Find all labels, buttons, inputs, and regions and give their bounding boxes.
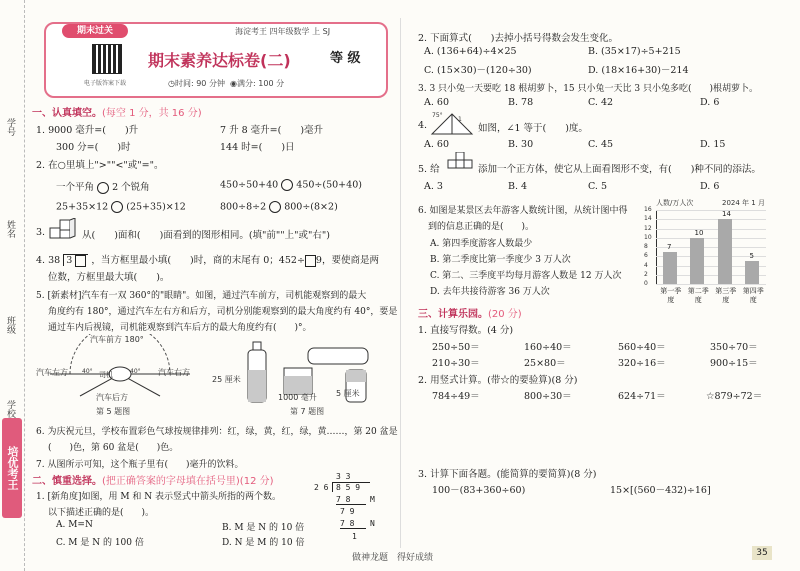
chart-gridline: [656, 284, 766, 285]
s3-option-a[interactable]: A. 60: [424, 97, 449, 108]
s6-option-b[interactable]: B. 第二季度比第一季度少 3 万人次: [430, 255, 571, 265]
c1-item: 25×80＝: [524, 358, 566, 369]
answer-circle[interactable]: [281, 179, 293, 191]
q2-r1b: 2 个锐角: [112, 182, 150, 193]
c1-item: 320÷16＝: [618, 358, 666, 369]
q2-r1a: 一个平角: [56, 182, 95, 193]
q3-text: 从( )面和( )面看到的图形相同。(填"前""上"或"右"): [82, 230, 330, 241]
chart-y-tick: 16: [644, 206, 652, 213]
section-3-title: 三、计算乐园。: [418, 309, 488, 320]
q2-row2-right: [220, 201, 338, 213]
strip-label-school: 学校: [5, 400, 15, 418]
chart-y-tick: 14: [644, 215, 652, 223]
strip-label-name: 姓名: [5, 220, 15, 238]
s2-option-c[interactable]: C. (15×30)－(120÷30): [424, 65, 532, 76]
fig5-deg-left: 40°: [82, 368, 93, 375]
s5-cubes-icon: [446, 152, 476, 174]
fig5-deg-right: 40°: [130, 368, 141, 375]
chart-category-label: 第四季度: [742, 287, 764, 304]
q2-r2a: 25+35×12: [56, 201, 109, 213]
s3-option-d[interactable]: D. 6: [700, 97, 720, 108]
chart-value-label: 10: [694, 228, 704, 237]
chart-category-label: 第一季度: [660, 287, 682, 304]
chart-gridline: [656, 238, 766, 239]
c1-item: 160÷40＝: [524, 342, 572, 353]
s3-option-b[interactable]: B. 78: [508, 97, 534, 108]
div-quotient: 3 3: [336, 472, 351, 481]
s5-option-a[interactable]: A. 3: [424, 181, 443, 192]
s1-option-c[interactable]: C. M 是 N 的 100 倍: [56, 538, 144, 548]
q4-line2: 位数，方框里最大填( )。: [48, 272, 170, 283]
chart-gridline: [656, 219, 766, 220]
strip-label-id: 学号: [5, 118, 15, 136]
q3-num: 3.: [36, 227, 46, 238]
clock-icon: ◷: [168, 79, 175, 88]
chart-y-tick: 8: [644, 243, 648, 250]
c1-stem: 1. 直接写得数。(4 分): [418, 325, 514, 336]
s4-deg: 75°: [432, 112, 443, 119]
page-title: 期末素养达标卷(二): [148, 51, 291, 70]
cube-stack-icon: [48, 218, 80, 242]
qr-caption: 电子版答案下载: [84, 80, 127, 87]
c1-item: 900÷15＝: [710, 358, 758, 369]
chart-y-tick: 6: [644, 252, 648, 260]
s6-option-d[interactable]: D. 去年共接待游客 36 万人次: [430, 287, 550, 297]
s6-option-a[interactable]: A. 第四季度游客人数最少: [430, 239, 533, 249]
s2-option-a[interactable]: A. (136+64)÷4×25: [424, 46, 517, 57]
q4-division: [63, 254, 88, 266]
c2-item: 624÷71＝: [618, 391, 666, 402]
q2-r1c: 450÷50+40: [220, 179, 279, 191]
section-3-heading: [418, 305, 522, 320]
brand-logo: 培优考王: [2, 418, 22, 518]
chart-ylabel: 人数/万人次: [656, 199, 694, 207]
chart-gridline: [656, 247, 766, 248]
div-r2: 7 9: [340, 507, 355, 516]
s1-option-d[interactable]: D. N 是 M 的 10 倍: [222, 538, 305, 548]
div-r1: 7 8: [336, 495, 366, 505]
fig5-driver: 司机: [99, 371, 113, 379]
c3-stem: 3. 计算下面各题。(能简算的要简算)(8 分): [418, 469, 597, 480]
score-icon: ◉: [230, 79, 238, 88]
fig7-height-1: 25 厘米: [212, 375, 241, 384]
margin-strip: [0, 0, 25, 571]
fig5-right: 汽车右方: [158, 368, 190, 377]
chart-bar: [745, 261, 759, 284]
s2-option-b[interactable]: B. (35×17)÷5+215: [588, 46, 681, 57]
chart-value-label: 14: [722, 210, 731, 219]
long-division-figure: [314, 472, 378, 544]
q7-line: 7. 从图所示可知，这个瓶子里有( )毫升的饮料。: [36, 460, 244, 470]
s6-line1: 6. 如图是某景区去年游客人数统计图，从统计图中得: [418, 206, 628, 216]
q4-a: 4. 38: [36, 255, 61, 266]
s1-option-a[interactable]: A. M=N: [56, 520, 93, 530]
chart-y-tick: 2: [644, 270, 648, 278]
div-dividend: 8 5 9: [332, 482, 370, 492]
s4-stem: 如图，∠1 等于( )度。: [478, 123, 588, 134]
s4-option-d[interactable]: D. 15: [700, 139, 726, 150]
q2-r1d: 450÷(50+40): [296, 179, 362, 191]
visitor-bar-chart: [642, 198, 772, 304]
s6-line2: 到的信息正确的是( )。: [428, 222, 535, 232]
chart-gridline: [656, 229, 766, 230]
q2-row1-left: [56, 179, 150, 194]
s2-option-d[interactable]: D. (18×16+30)－214: [588, 65, 689, 76]
q1b: 7 升 8 毫升=( )毫升: [220, 125, 324, 136]
c2-item: 800÷30＝: [524, 391, 572, 402]
c2-item: 784÷49＝: [432, 391, 480, 402]
exam-info: [168, 78, 284, 89]
q6-line2: ( )色，第 60 盆是( )色。: [48, 443, 179, 453]
chart-bar: [690, 238, 704, 284]
q5-line2: 角度约有 180°，通过汽车左右方和后方，司机分别能观察到的最大角度约有 40°，要是: [48, 307, 398, 317]
s5-stem: 添加一个正方体，使它从上面看图形不变，有( )种不同的添法。: [478, 164, 761, 175]
s3-option-c[interactable]: C. 42: [588, 97, 614, 108]
c3-item: 15×[(560－432)÷16]: [610, 485, 711, 496]
chart-category-label: 第三季度: [715, 287, 737, 304]
s2-stem: 2. 下面算式( )去掉小括号得数会发生变化。: [418, 33, 618, 44]
s4-option-c[interactable]: C. 45: [588, 139, 614, 150]
q6-line1: 6. 为庆祝元旦，学校布置彩色气球按规律排列：红，绿，黄，红，绿，黄……，第 20 盆是: [36, 427, 398, 437]
s4-angle-label: 1: [458, 116, 462, 123]
c1-item: 210÷30＝: [432, 358, 480, 369]
chart-category-label: 第二季度: [687, 287, 709, 304]
chart-title: 2024 年 1 月: [722, 199, 765, 207]
section-2-title: 二、慎重选择。: [32, 476, 102, 487]
s5-num: 5. 给: [418, 164, 440, 175]
s4-num: 4.: [418, 120, 428, 131]
q2-row1-right: [220, 179, 362, 191]
q5-line1: 5. [新素材]汽车有一双 360°的"眼睛"。如图，通过汽车前方，司机能观察到的最大: [36, 291, 367, 301]
s6-option-c[interactable]: C. 第二、三季度平均每月游客人数是 12 万人次: [430, 271, 622, 281]
c1-item: 350÷70＝: [710, 342, 758, 353]
chart-y-tick: 12: [644, 224, 652, 232]
s1-option-b[interactable]: B. M 是 N 的 10 倍: [222, 523, 305, 533]
q2-row2-left: [56, 201, 186, 213]
q1a: 1. 9000 毫升=( )升: [36, 125, 139, 136]
c1-item: 250÷50＝: [432, 342, 480, 353]
chart-y-tick: 4: [644, 261, 648, 269]
chart-value-label: 7: [667, 242, 672, 251]
c3-item: 100－(83+360÷60): [432, 485, 526, 496]
s4-option-a[interactable]: A. 60: [424, 139, 449, 150]
answer-box[interactable]: [75, 255, 86, 267]
chart-bar: [663, 252, 677, 284]
qr-code-icon[interactable]: [92, 44, 122, 74]
q2-stem: 2. 在○里填上">""<"或"="。: [36, 160, 164, 171]
answer-circle[interactable]: [269, 201, 281, 213]
q2-r2d: 800÷(8×2): [284, 201, 338, 213]
div-n-label: N: [370, 519, 375, 528]
strip-label-class: 班级: [5, 316, 15, 334]
div-r4: 1: [352, 532, 357, 541]
page-number: 35: [752, 546, 772, 560]
fig7-volume: 1000 毫升: [278, 393, 317, 402]
q4-b: 3: [66, 255, 73, 266]
chart-y-tick: 10: [644, 233, 652, 241]
q1d: 144 时=( )日: [220, 142, 295, 153]
q2-r2b: (25+35)×12: [126, 201, 186, 213]
div-divisor: 2 6: [314, 483, 329, 492]
div-m-label: M: [370, 495, 375, 504]
footer-motto: 做神龙题 得好成绩: [352, 553, 434, 563]
column-divider: [400, 18, 401, 548]
fig5-back: 汽车后方: [96, 393, 128, 402]
grade-label: 等 级: [330, 51, 361, 66]
chart-bar: [718, 219, 732, 284]
s1-line1: 1. [新角度]如图，用 M 和 N 表示竖式中箭头所指的两个数。: [36, 492, 282, 502]
header-meta: 海淀考王 四年级数学 上 SJ: [235, 27, 331, 36]
answer-circle[interactable]: [97, 182, 109, 194]
s5-option-b[interactable]: B. 4: [508, 181, 528, 192]
fig5-front: 汽车前方 180°: [90, 335, 144, 344]
q1c: 300 分=( )时: [56, 142, 131, 153]
s1-line2: 以下描述正确的是( )。: [48, 508, 155, 518]
div-r3: 7 8: [340, 519, 366, 529]
fig7-caption: 第 7 题图: [290, 407, 325, 416]
q5-line3: 通过车内后视镜，司机能观察到汽车后方的最大角度约有( )°。: [48, 323, 312, 333]
s5-option-c[interactable]: C. 5: [588, 181, 608, 192]
q4-line1: [36, 252, 379, 267]
section-2-note: (把正确答案的字母填在括号里)(12 分): [102, 476, 274, 487]
c2-item: ☆879÷72＝: [706, 391, 763, 402]
q2-r2c: 800÷8÷2: [220, 201, 267, 213]
s4-option-b[interactable]: B. 30: [508, 139, 534, 150]
chart-value-label: 5: [749, 251, 754, 260]
full-score: 满分: 100 分: [237, 79, 285, 88]
s5-option-d[interactable]: D. 6: [700, 181, 720, 192]
section-1-heading: [32, 104, 202, 119]
section-1-note: (每空 1 分，共 16 分): [102, 108, 202, 119]
answer-box[interactable]: [305, 255, 316, 267]
time-limit: 时间: 90 分钟: [174, 79, 225, 88]
c2-stem: 2. 用竖式计算。(带☆的要验算)(8 分): [418, 375, 578, 386]
c1-item: 560÷40＝: [618, 342, 666, 353]
chart-gridline: [656, 210, 766, 211]
s3-stem: 3. 3 只小兔一天要吃 18 根胡萝卜，15 只小兔一天比 3 只小兔多吃( )根胡萝卜。: [418, 84, 758, 94]
fig5-left: 汽车左方: [36, 368, 68, 377]
q4-d: 9，要使商是两: [315, 255, 379, 266]
header-tag: 期末过关: [62, 24, 128, 38]
section-3-note: (20 分): [488, 309, 522, 320]
section-1-title: 一、认真填空。: [32, 108, 102, 119]
q4-c: ，当方框里最小填( )时，商的末尾有 0；452÷: [91, 255, 305, 266]
fig5-caption: 第 5 题图: [96, 407, 131, 416]
fig7-height-2: 5 厘米: [336, 389, 360, 398]
chart-y-tick: 0: [644, 280, 648, 287]
answer-circle[interactable]: [111, 201, 123, 213]
section-2-heading: [32, 472, 274, 487]
